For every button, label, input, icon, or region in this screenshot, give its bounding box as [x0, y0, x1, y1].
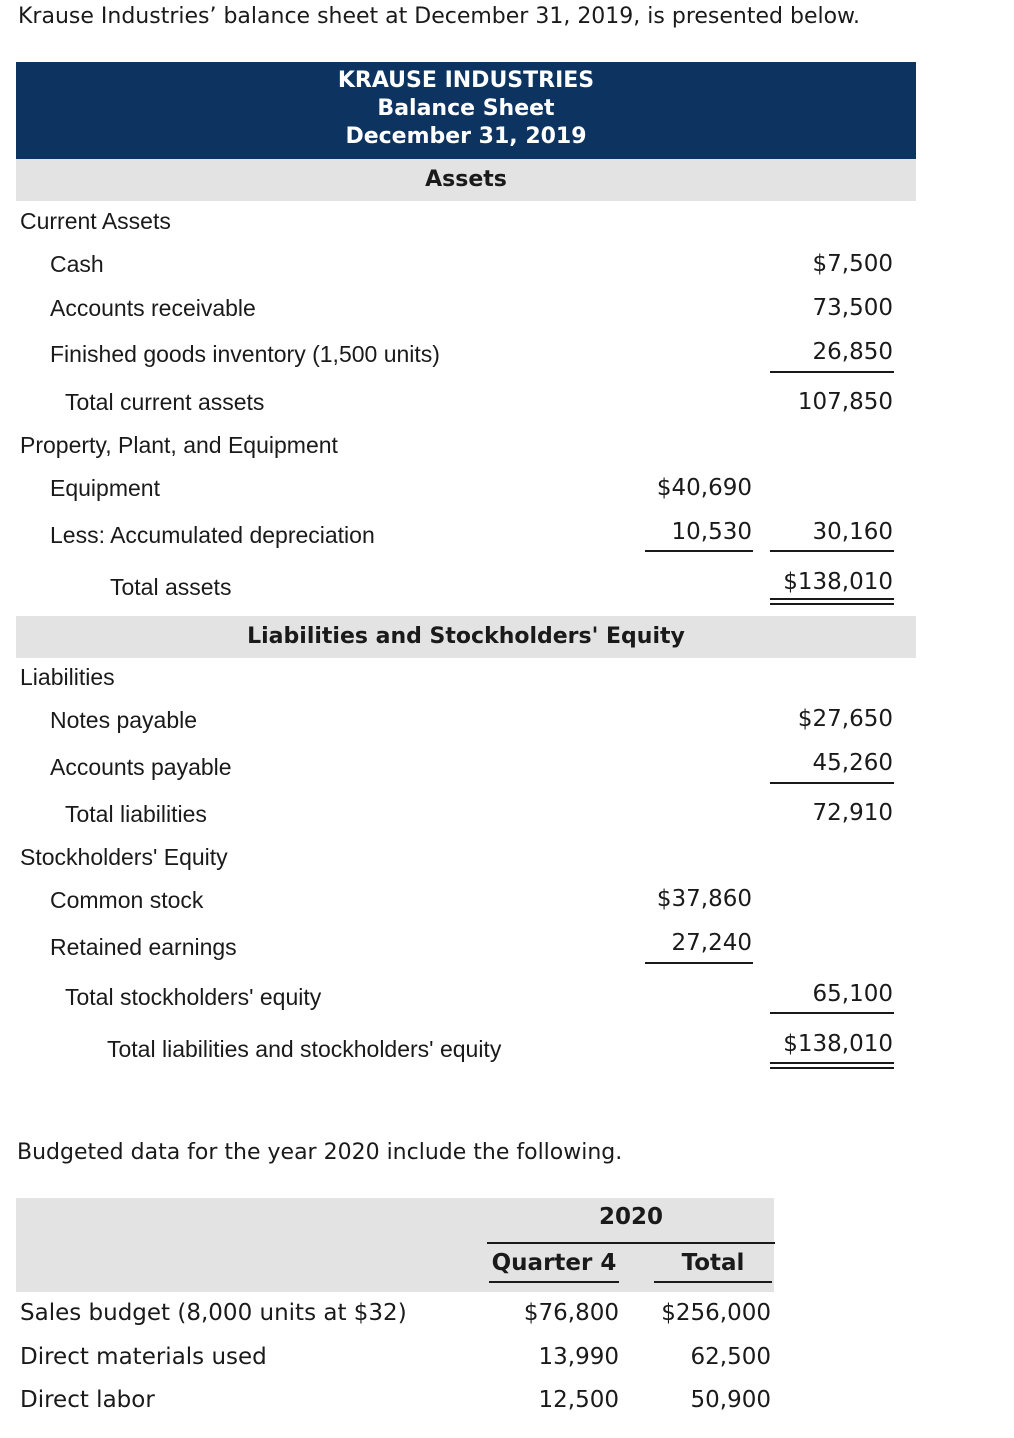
total-assets-value: $138,010 [783, 569, 893, 595]
total-current-assets-label: Total current assets [65, 389, 265, 415]
accounts-receivable-value: 73,500 [812, 295, 893, 321]
budget-intro-text: Budgeted data for the year 2020 include the following. [17, 1140, 623, 1165]
accumulated-depreciation-label: Less: Accumulated depreciation [50, 522, 375, 548]
total-liabilities-value: 72,910 [812, 800, 893, 826]
budget-row-label: Direct labor [20, 1387, 155, 1413]
total-assets-label: Total assets [110, 574, 232, 600]
budget-row-q4: $76,800 [523, 1300, 619, 1326]
inventory-label: Finished goods inventory (1,500 units) [50, 341, 440, 367]
current-assets-label: Current Assets [20, 208, 171, 234]
total-liabilities-equity-label: Total liabilities and stockholders' equity [107, 1036, 502, 1062]
underline [770, 782, 894, 784]
inventory-value: 26,850 [812, 339, 893, 365]
accounts-payable-label: Accounts payable [50, 754, 232, 780]
accounts-payable-value: 45,260 [812, 750, 893, 776]
company-name: KRAUSE INDUSTRIES [337, 68, 595, 93]
balance-sheet-header [16, 62, 916, 159]
retained-earnings-value: 27,240 [671, 930, 752, 956]
underline [645, 550, 753, 552]
common-stock-label: Common stock [50, 887, 204, 913]
cash-value: $7,500 [812, 251, 893, 277]
liabilities-label: Liabilities [20, 664, 115, 690]
budget-row-label: Sales budget (8,000 units at $32) [20, 1300, 407, 1326]
liabilities-equity-heading: Liabilities and Stockholders' Equity [16, 616, 916, 658]
budget-row-total: $256,000 [661, 1300, 771, 1326]
equipment-label: Equipment [50, 475, 160, 501]
budget-row-q4: 13,990 [538, 1344, 619, 1370]
year-underline [487, 1242, 775, 1244]
budget-row-total: 62,500 [690, 1344, 771, 1370]
common-stock-value: $37,860 [656, 886, 752, 912]
total-header: Total [681, 1250, 745, 1276]
total-current-assets-value: 107,850 [797, 389, 893, 415]
underline [770, 371, 894, 373]
column-underline [489, 1281, 619, 1283]
budget-year-heading: 2020 [598, 1204, 663, 1230]
stockholders-equity-label: Stockholders' Equity [20, 844, 228, 870]
cash-label: Cash [50, 251, 104, 277]
underline [770, 1012, 894, 1014]
accounts-receivable-label: Accounts receivable [50, 295, 256, 321]
budget-row-label: Direct materials used [20, 1344, 267, 1370]
budget-row-total: 50,900 [690, 1387, 771, 1413]
double-underline [770, 1062, 894, 1069]
assets-heading: Assets [16, 159, 916, 201]
total-liabilities-equity-value: $138,010 [783, 1031, 893, 1057]
notes-payable-value: $27,650 [797, 706, 893, 732]
intro-text: Krause Industries’ balance sheet at December 31, 2019, is presented below. [18, 4, 861, 29]
underline [645, 962, 753, 964]
quarter-4-header: Quarter 4 [491, 1250, 617, 1276]
double-underline [770, 598, 894, 605]
total-equity-label: Total stockholders' equity [65, 984, 322, 1010]
equipment-value: $40,690 [656, 475, 752, 501]
statement-date: December 31, 2019 [345, 124, 587, 149]
notes-payable-label: Notes payable [50, 707, 198, 733]
accumulated-depreciation-value: 10,530 [671, 519, 752, 545]
column-underline [654, 1281, 772, 1283]
retained-earnings-label: Retained earnings [50, 934, 237, 960]
ppe-net-value: 30,160 [812, 519, 893, 545]
total-equity-value: 65,100 [812, 981, 893, 1007]
total-liabilities-label: Total liabilities [65, 801, 207, 827]
underline [770, 550, 894, 552]
budget-row-q4: 12,500 [538, 1387, 619, 1413]
ppe-label: Property, Plant, and Equipment [20, 432, 338, 458]
statement-title: Balance Sheet [377, 96, 555, 121]
